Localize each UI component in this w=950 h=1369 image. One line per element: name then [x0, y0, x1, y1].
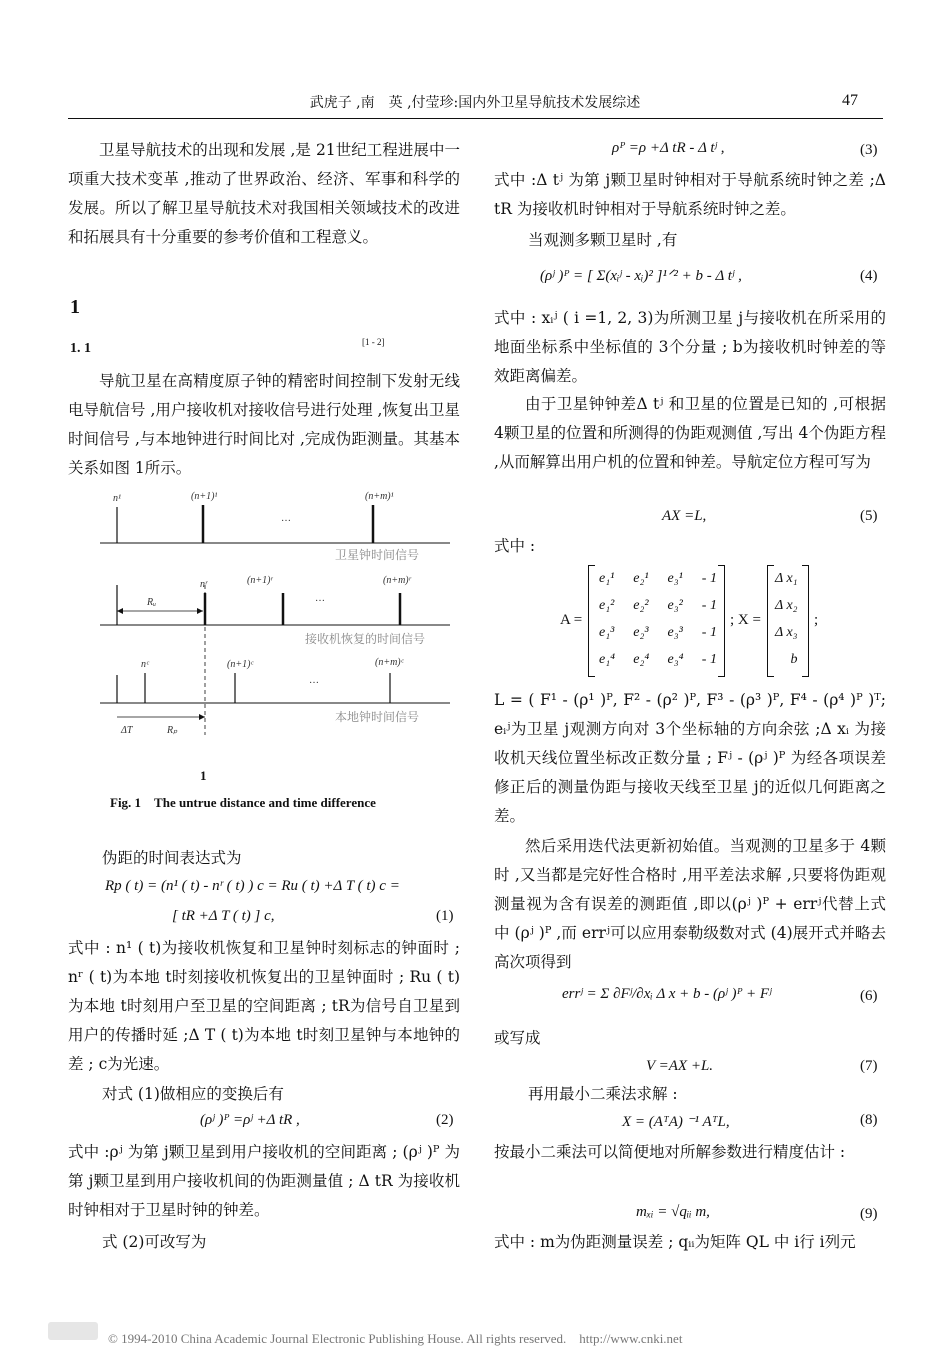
equation-6-number: (6): [860, 988, 878, 1004]
equation-4-number: (4): [860, 268, 878, 284]
label-ncp: (n+1)ᶜ: [227, 659, 254, 670]
para-l-definition: L = ( F¹ - (ρ¹ )ᴾ, F² - (ρ² )ᴾ, F³ - (ρ³ )ᴾ, F⁴ - (ρ⁴ )ᴾ )ᵀ; eᵢʲ为卫星 j观测方向对 3个坐标轴的方向余弦 ;Δ xᵢ 为接收机天线位置坐标改正数分量 ; Fʲ - (ρʲ )ᴾ 为经各项误差修正后的测量伪距与接收天线至卫星 j的近似几何距离之差。: [494, 691, 886, 825]
label-rp: Rₚ: [167, 725, 178, 736]
equation-1a: Rp ( t) = (n¹ ( t) - nʳ ( t) ) c = Ru ( t) +Δ T ( t) c =: [105, 878, 400, 894]
label-nrp: (n+1)ʳ: [247, 575, 273, 586]
figure-label: 1: [200, 768, 207, 783]
para-precision: 按最小二乘法可以简便地对所解参数进行精度估计 :: [494, 1143, 846, 1161]
para-m-definition: 式中 : m为伪距测量误差 ; qᵢᵢ为矩阵 QL 中 i行 i列元: [494, 1233, 856, 1251]
para-where: 式中 :: [494, 537, 536, 555]
equation-9: mₓᵢ = √qᵢᵢ m,: [636, 1204, 710, 1220]
equation-4: (ρʲ )ᴾ = [ Σ(xᵢʲ - xᵢ)² ]¹ᐟ² + b - Δ tʲ ,: [540, 268, 742, 284]
equation-8: X = (AᵀA) ⁻¹ AᵀL,: [622, 1114, 730, 1130]
equation-2-number: (2): [436, 1112, 454, 1128]
header-rule: [68, 118, 883, 119]
cnki-logo-icon: [48, 1322, 98, 1340]
equation-3-number: (3): [860, 142, 878, 158]
label-n1m: (n+m)¹: [365, 491, 394, 502]
matrix-a: e₁¹ e₂¹ e₃¹ - 1 e₁² e₂² e₃² - 1 e₁³ e₂³ e₃³ - 1 e₁⁴ e₂⁴ e₃⁴ - 1: [588, 565, 725, 677]
label-dt: ΔT: [121, 725, 133, 736]
section-1-1-heading: 1. 1: [70, 341, 91, 356]
figure-caption: Fig. 1 The untrue distance and time difference: [110, 795, 376, 810]
matrix-end: ;: [814, 612, 819, 628]
matrix-x-label: ; X =: [730, 612, 761, 628]
equation-6: errʲ = Σ ∂Fʲ/∂xᵢ Δ x + b - (ρʲ )ᴾ + Fʲ: [562, 986, 772, 1002]
matrix-a-label: A =: [560, 612, 583, 628]
copyright-footer: © 1994-2010 China Academic Journal Electronic Publishing House. All rights reserved. http://www.cnki.net: [108, 1331, 683, 1346]
para-eq1-explain: 式中 : n¹ ( t)为接收机恢复和卫星钟时刻标志的钟面时 ; nʳ ( t)为本地 t时刻接收机恢复出的卫星钟面时 ; Ru ( t)为本地 t时刻用户至卫星的空间距离 ; tR为信号自卫星到用户的传播时延 ;Δ T ( t)为本地 t时刻卫星钟与本地钟的差 ; c为光速。: [68, 939, 460, 1073]
equation-7-number: (7): [860, 1058, 878, 1074]
para-multi-sat: 当观测多颗卫星时 ,有: [528, 231, 678, 249]
equation-3: ρᴾ =ρ +Δ tR - Δ tʲ ,: [612, 140, 725, 156]
para-pseudorange-intro: 伪距的时间表达式为: [102, 849, 242, 867]
matrix-x: Δ x₁ Δ x₂ Δ x₃ b: [767, 565, 809, 677]
intro-paragraph: 卫星导航技术的出现和发展 ,是 21世纪工程进展中一项重大技术变革 ,推动了世界政治、经济、军事和科学的发展。所以了解卫星导航技术对我国相关领域技术的改进和拓展具有十分重要的参考价值和工程意义。: [68, 141, 460, 246]
equation-9-number: (9): [860, 1206, 878, 1222]
label-nc: nᶜ: [141, 659, 149, 670]
para-eq2-explain: 式中 :ρʲ 为第 j颗卫星到用户接收机的空间距离 ; (ρʲ )ᴾ 为第 j颗卫星到用户接收机间的伪距测量值 ; Δ tR 为接收机时钟相对于卫星时钟的钟差。: [68, 1143, 460, 1219]
equation-1-number: (1): [436, 908, 454, 924]
label-ncm: (n+m)ᶜ: [375, 657, 404, 668]
equation-5-number: (5): [860, 508, 878, 524]
equation-1b: [ tR +Δ T ( t) ] c,: [172, 908, 275, 924]
section-1-heading: 1: [70, 296, 80, 318]
para-eq4-explain: 式中 : xᵢʲ ( i =1, 2, 3)为所测卫星 j与接收机在所采用的地面坐标系中坐标值的 3个分量 ; b为接收机时钟差的等效距离偏差。: [494, 309, 886, 385]
label-n1: n¹: [113, 493, 121, 504]
dots-3: …: [309, 675, 319, 686]
dots-2: …: [315, 593, 325, 604]
rx-signal-label: 接收机恢复的时间信号: [305, 632, 426, 646]
equation-8-number: (8): [860, 1112, 878, 1128]
para-navigation: 导航卫星在高精度原子钟的精密时间控制下发射无线电导航信号 ,用户接收机对接收信号进行处理 ,恢复出卫星时间信号 ,与本地钟进行时间比对 ,完成伪距测量。其基本关系如图 1所示。: [68, 372, 460, 477]
dots-1: …: [281, 513, 291, 524]
label-nr: nʳ: [200, 579, 208, 590]
equation-7: V =AX +L.: [646, 1058, 714, 1074]
para-solve: 由于卫星钟钟差Δ tʲ 和卫星的位置是已知的 ,可根据 4颗卫星的位置和所测得的伪距观测值 ,写出 4个伪距方程 ,从而解算出用户机的位置和钟差。导航定位方程可写为: [494, 395, 886, 471]
sat-signal-label: 卫星钟时间信号: [335, 548, 420, 562]
page-number: 47: [842, 92, 858, 109]
label-nrm: (n+m)ʳ: [383, 575, 411, 586]
para-transform: 对式 (1)做相应的变换后有: [102, 1085, 284, 1103]
para-eq3-explain: 式中 :Δ tʲ 为第 j颗卫星时钟相对于导航系统时钟之差 ;Δ tR 为接收机时钟相对于导航系统时钟之差。: [494, 171, 886, 218]
local-signal-label: 本地钟时间信号: [335, 710, 420, 724]
timing-figure: [95, 485, 455, 745]
para-rewrite: 式 (2)可改写为: [102, 1233, 207, 1251]
equation-2: (ρʲ )ᴾ =ρʲ +Δ tR ,: [200, 1112, 300, 1128]
equation-5: AX =L,: [662, 508, 707, 524]
para-or: 或写成: [494, 1029, 541, 1047]
label-n1p: (n+1)¹: [191, 491, 218, 502]
para-least-squares: 再用最小二乘法求解 :: [528, 1085, 678, 1103]
para-iteration: 然后采用迭代法更新初始值。当观测的卫星多于 4颗时 ,又当都是完好性合格时 ,用平差法求解 ,只要将伪距观测量视为含有误差的测距值 ,即以(ρʲ )ᴾ + errʲ代替上式中 (ρʲ )ᴾ ,而 errʲ可以应用泰勒级数对式 (4)展开式并略去高次项得到: [494, 837, 886, 971]
running-header: 武虎子 ,南 英 ,付莹珍:国内外卫星导航技术发展综述: [309, 95, 641, 111]
reference-marker: [1 - 2]: [362, 337, 385, 347]
label-ru: Rᵤ: [147, 597, 157, 608]
